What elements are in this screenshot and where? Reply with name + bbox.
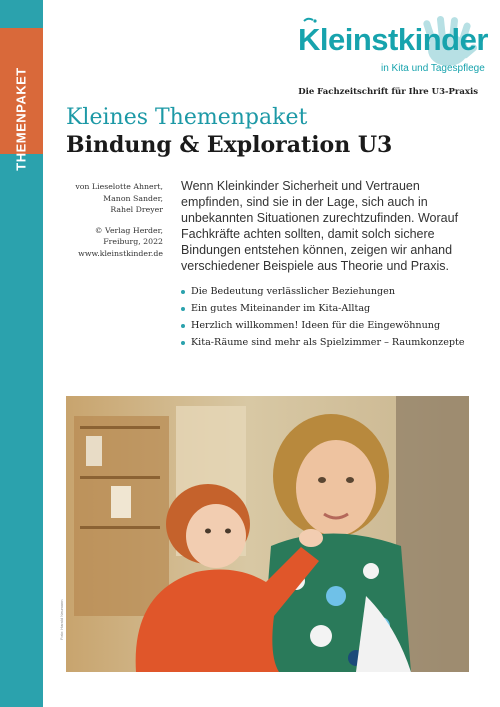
photo-credit: Foto: Harald Neumann [59, 599, 64, 640]
topic-item: Herzlich willkommen! Ideen für die Eingewöhnung [181, 317, 481, 334]
cover-photo [66, 396, 469, 672]
website-text: www.kleinstkinder.de [78, 248, 163, 258]
page-title: Bindung & Exploration U3 [66, 132, 393, 158]
author-line: von Lieselotte Ahnert, [75, 182, 163, 191]
category-tab-label: THEMENPAKET [13, 67, 29, 171]
logo-subtitle: in Kita und Tagespflege [381, 63, 485, 74]
topic-list [181, 283, 481, 351]
author-line: Rahel Dreyer [110, 205, 163, 214]
intro-paragraph: Wenn Kleinkinder Sicherheit und Vertrauen empfinden, sind sie in der Lage, sich auch in unbekannten Situationen zurechtzufinden. Worauf Fachkräfte achten sollten, damit solch sichere Bindungen entstehen können, zeigen wir anhand verschiedener Beispiele aus Theorie und Praxis. [181, 179, 459, 273]
author-line: Manon Sander, [103, 193, 163, 203]
category-tab [0, 28, 43, 171]
magazine-tagline: Die Fachzeitschrift für Ihre U3-Praxis [298, 87, 478, 97]
publisher-line: © Verlag Herder, [94, 225, 163, 235]
magazine-logo [298, 16, 488, 80]
publisher-line: Freiburg, 2022 [103, 237, 163, 246]
logo-wordmark: Kleinstkinder [298, 22, 488, 57]
topic-item: Ein gutes Miteinander im Kita-Alltag [181, 300, 481, 317]
topic-item: Die Bedeutung verlässlicher Beziehungen [181, 283, 481, 300]
page-kicker: Kleines Themenpaket [66, 105, 308, 130]
topic-item: Kita-Räume sind mehr als Spielzimmer – Raumkonzepte [181, 334, 481, 351]
author-block [60, 181, 163, 259]
